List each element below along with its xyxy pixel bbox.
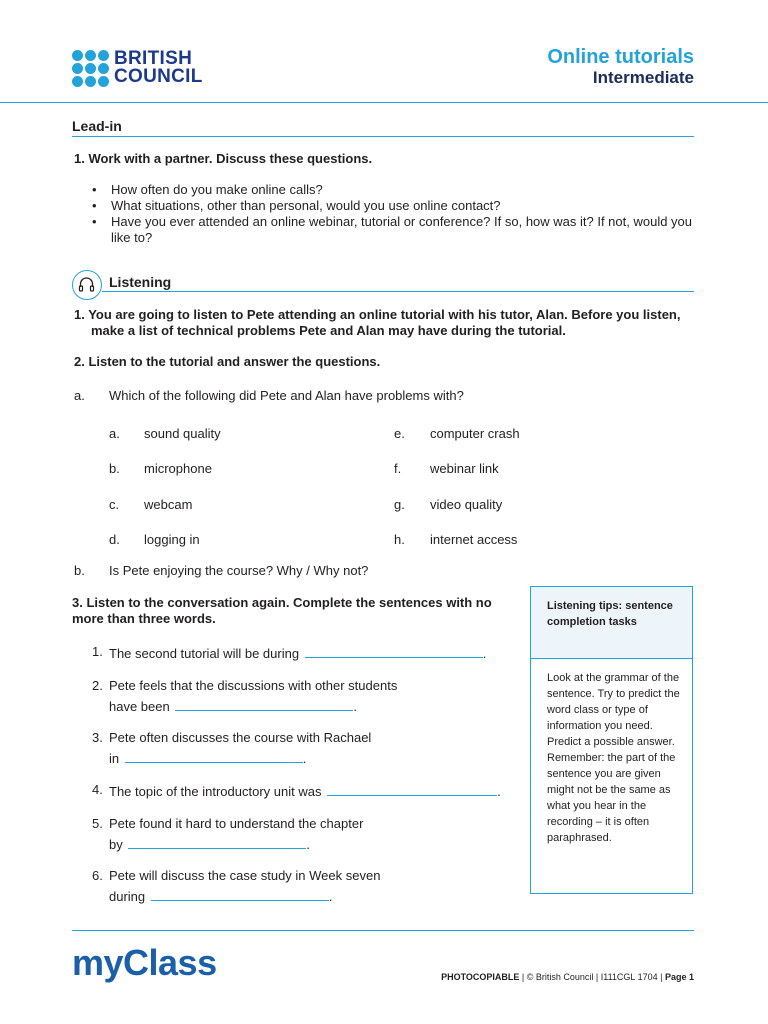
option-text: webcam <box>144 497 193 512</box>
option-text: logging in <box>144 532 200 547</box>
listening-question-2: 2. Listen to the tutorial and answer the questions. <box>74 354 381 369</box>
header-divider <box>0 102 768 103</box>
tips-header <box>531 587 692 659</box>
lead-in-question: 1. Work with a partner. Discuss these questions. <box>74 151 373 166</box>
option-text: sound quality <box>144 426 221 441</box>
option-letter: a. <box>109 426 120 441</box>
listening-title: Listening <box>109 274 172 290</box>
list-item: • Have you ever attended an online webinar, tutorial or conference? If so, how was it? If not, would you like to? <box>74 214 694 246</box>
lead-in-bullets <box>74 182 694 246</box>
option-text: video quality <box>430 497 503 512</box>
footer-divider <box>72 930 694 931</box>
q2a-letter: a. <box>74 388 85 403</box>
sentence-6-line2: during . <box>109 889 333 904</box>
lead-in-title: Lead-in <box>72 118 122 134</box>
option-letter: e. <box>394 426 405 441</box>
sentence-number: 2. <box>92 678 103 693</box>
footer-text: PHOTOCOPIABLE | © British Council | I111CGL 1704 | Page 1 <box>441 972 694 982</box>
sentence-5-line1: Pete found it hard to understand the chapter <box>109 816 364 831</box>
option-letter: g. <box>394 497 405 512</box>
option-text: webinar link <box>430 461 499 476</box>
option-letter: b. <box>109 461 120 476</box>
lead-in-rule <box>72 136 694 137</box>
option-letter: f. <box>394 461 402 476</box>
listening-question-1: 1. You are going to listen to Pete attending an online tutorial with his tutor, Alan. Before you listen, make a list of technical problems Pete and Alan may have during the tutorial. <box>74 307 681 338</box>
tips-title: Listening tips: sentence completion tasks <box>547 600 673 628</box>
q2b-letter: b. <box>74 563 85 578</box>
list-item: • How often do you make online calls? <box>74 182 694 198</box>
logo-text: BRITISH COUNCIL <box>114 48 203 87</box>
list-item: • What situations, other than personal, would you use online contact? <box>74 198 694 214</box>
sentence-3-line1: Pete often discusses the course with Rachael <box>109 730 372 745</box>
logo-dots-icon <box>72 50 110 88</box>
sentence-number: 5. <box>92 816 103 831</box>
sentence-3-line2: in . <box>109 751 307 766</box>
option-text: microphone <box>144 461 212 476</box>
option-text: internet access <box>430 532 518 547</box>
option-text: computer crash <box>430 426 520 441</box>
sentence-4: The topic of the introductory unit was . <box>109 784 501 799</box>
sentence-number: 3. <box>92 730 103 745</box>
q2a-text: Which of the following did Pete and Alan have problems with? <box>109 388 464 403</box>
sentence-2-line2: have been . <box>109 699 357 714</box>
myclass-logo: myClass <box>72 942 217 983</box>
listening-rule <box>102 291 694 292</box>
answer-blank-2[interactable] <box>175 697 353 711</box>
option-letter: h. <box>394 532 405 547</box>
answer-blank-6[interactable] <box>151 887 329 901</box>
sentence-5-line2: by . <box>109 837 310 852</box>
sentence-1: The second tutorial will be during . <box>109 646 487 661</box>
answer-blank-1[interactable] <box>305 644 483 658</box>
answer-blank-5[interactable] <box>128 835 306 849</box>
answer-blank-4[interactable] <box>327 782 497 796</box>
option-letter: d. <box>109 532 120 547</box>
listening-tips-box <box>530 586 693 894</box>
sentence-number: 4. <box>92 782 103 797</box>
sentence-number: 6. <box>92 868 103 883</box>
answer-blank-3[interactable] <box>125 749 303 763</box>
option-letter: c. <box>109 497 120 512</box>
listening-question-3: 3. Listen to the conversation again. Complete the sentences with no more than three words. <box>72 595 492 626</box>
worksheet-level: Intermediate <box>592 68 694 87</box>
q2b-text: Is Pete enjoying the course? Why / Why not? <box>109 563 369 578</box>
british-council-logo <box>72 48 212 90</box>
sentence-2-line1: Pete feels that the discussions with other students <box>109 678 398 693</box>
headphones-icon <box>72 270 102 300</box>
sentence-number: 1. <box>92 644 103 659</box>
sentence-6-line1: Pete will discuss the case study in Week seven <box>109 868 381 883</box>
worksheet-title: Online tutorials <box>547 46 694 68</box>
tips-body: Look at the grammar of the sentence. Try to predict the word class or type of information you need. Predict a possible answer. Remember: the part of the sentence you are given might not be the same as what you hear in the recording – it is often paraphrased. <box>547 672 680 844</box>
